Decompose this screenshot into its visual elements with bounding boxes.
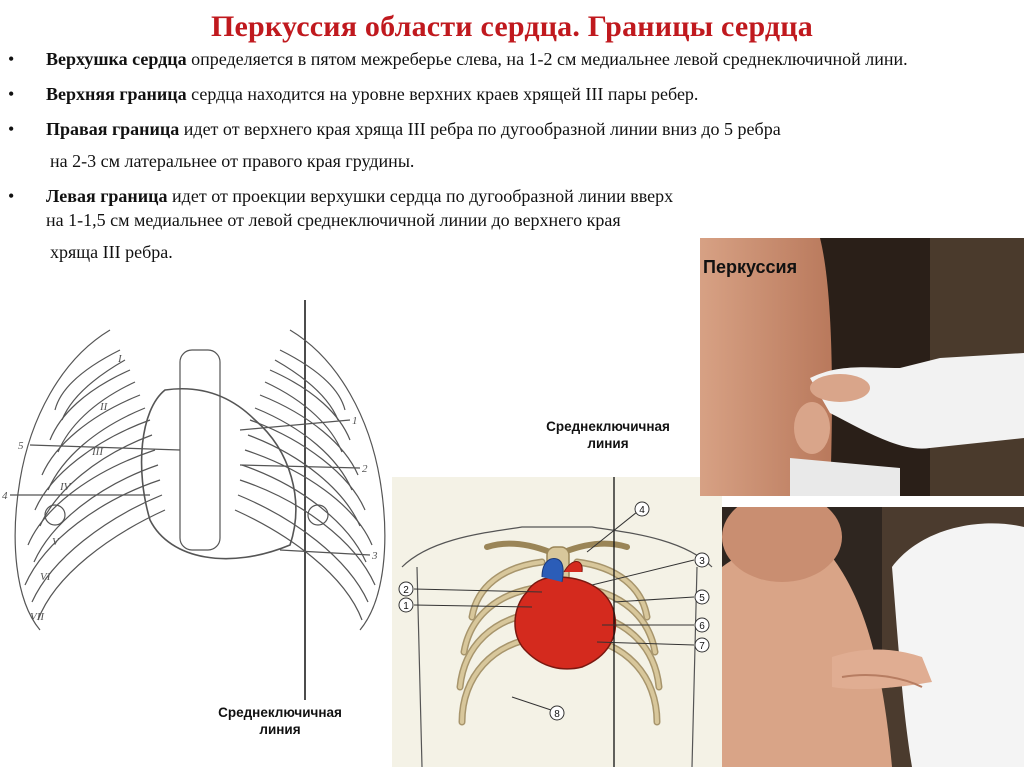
rib-numeral-3: III <box>92 446 103 458</box>
rib-numeral-6: VI <box>40 571 51 583</box>
callout-4: 4 <box>2 490 8 502</box>
label-line: линия <box>259 722 301 737</box>
label-line: Среднеключичная <box>546 419 670 434</box>
callout-4: 4 <box>639 505 645 516</box>
heart-ribcage-diagram <box>392 477 722 767</box>
label-line: Среднеключичная <box>218 705 342 720</box>
rib-numeral-7: VII <box>30 611 45 623</box>
chest-outline-diagram <box>0 300 400 740</box>
callout-2: 2 <box>403 585 409 596</box>
bullet-bold: Верхушка сердца <box>46 49 187 69</box>
bullet-text: определяется в пятом межреберье слева, на 1-2 см медиальнее левой среднеключичной лини. <box>186 49 908 69</box>
bullet-right-border <box>8 117 998 173</box>
page-title: Перкуссия области сердца. Границы сердца <box>211 10 813 43</box>
callout-1: 1 <box>403 601 409 612</box>
bullet-text: идет от верхнего края хряща III ребра по дугообразной линии вниз до 5 ребра <box>179 119 781 139</box>
bullet-text: идет от проекции верхушки сердца по дугообразной линии вверх на 1-1,5 см медиальнее от левой среднеключичной линии до верхнего края <box>46 186 674 230</box>
callout-8: 8 <box>554 709 560 720</box>
rib-numeral-4: IV <box>60 481 71 493</box>
bullet-bold: Правая граница <box>46 119 180 139</box>
callout-5: 5 <box>699 593 705 604</box>
bullet-continuation: на 2-3 см латеральнее от правого края грудины. <box>50 151 415 171</box>
midclavicular-label-bottom <box>180 704 380 738</box>
bullet-bold: Левая граница <box>46 186 168 206</box>
bullet-upper-border <box>8 82 998 106</box>
callout-6: 6 <box>699 621 705 632</box>
rib-numeral-5: V <box>52 536 59 548</box>
rib-numeral-2: II <box>100 401 108 413</box>
bullet-continuation: хряща III ребра. <box>50 242 173 262</box>
callout-7: 7 <box>699 641 705 652</box>
callout-2: 2 <box>362 463 368 475</box>
callout-1: 1 <box>352 415 358 427</box>
percussion-photo-chest <box>722 507 1024 767</box>
bullet-left-border <box>8 184 686 264</box>
percussion-label: Перкуссия <box>703 257 798 277</box>
midclavicular-label-top <box>488 418 728 452</box>
callout-3: 3 <box>699 556 705 567</box>
callout-5: 5 <box>18 440 24 452</box>
bullet-bold: Верхняя граница <box>46 84 187 104</box>
callout-3: 3 <box>372 550 378 562</box>
bullet-apex <box>8 47 998 71</box>
rib-numeral-1: I <box>118 353 122 365</box>
label-line: линия <box>587 436 629 451</box>
bullet-text: сердца находится на уровне верхних краев хрящей III пары ребер. <box>186 84 699 104</box>
